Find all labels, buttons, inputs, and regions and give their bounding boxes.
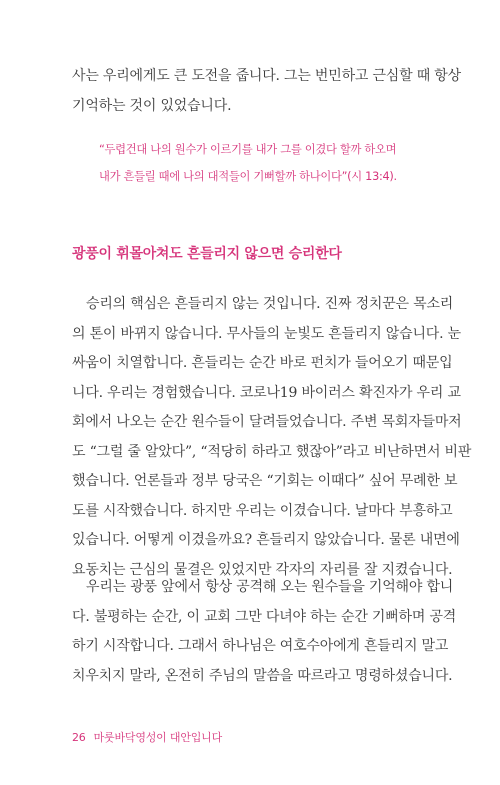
paragraph-line: 요동치는 근심의 물결은 있었지만 각자의 자리를 잘 지켰습니다. — [72, 561, 453, 578]
paragraph-line: 있습니다. 어떻게 이겼을까요? 흔들리지 않았습니다. 물론 내면에 — [72, 532, 460, 548]
paragraph-line: 사는 우리에게도 큰 도전을 줍니다. 그는 번민하고 근심할 때 항상 — [72, 68, 461, 84]
page-footer — [72, 729, 222, 745]
paragraph-line: 회에서 나오는 순간 원수들이 달려들었습니다. 주변 목회자들마저 — [72, 414, 462, 430]
paragraph-line: 의 톤이 바뀌지 않습니다. 무사들의 눈빛도 흔들리지 않습니다. 눈 — [72, 325, 461, 342]
paragraph-line: 치우치지 말라, 온전히 주님의 말씀을 따르라고 명령하셨습니다. — [72, 667, 453, 684]
paragraph-line: 하기 시작합니다. 그래서 하나님은 여호수아에게 흔들리지 말고 — [72, 638, 449, 654]
quote-line: 내가 흔들릴 때에 나의 대적들이 기뻐할까 하나이다”(시 13:4). — [99, 170, 397, 183]
paragraph-line: 니다. 우리는 경험했습니다. 코로나19 바이러스 확진자가 우리 교 — [72, 384, 461, 401]
section-heading: 광풍이 휘몰아쳐도 흔들리지 않으면 승리한다 — [72, 246, 342, 262]
paragraph-line: 승리의 핵심은 흔들리지 않는 것입니다. 진짜 정치꾼은 목소리 — [86, 296, 454, 312]
paragraph-line: 도 “그럴 줄 알았다”, “적당히 하라고 했잖아”라고 비난하면서 비판 — [72, 443, 472, 460]
quote-line: “두렵건대 나의 원수가 이르기를 내가 그를 이겼다 할까 하오며 — [99, 143, 397, 156]
page-number: 26 — [72, 731, 86, 744]
paragraph-3 — [72, 573, 457, 691]
book-title: 마룻바닥영성이 대안입니다 — [93, 731, 223, 744]
scripture-quote — [99, 136, 431, 190]
paragraph-line: 기억하는 것이 있었습니다. — [72, 97, 232, 114]
paragraph-line: 우리는 광풍 앞에서 항상 공격해 오는 원수들을 기억해야 합니 — [86, 579, 454, 595]
paragraph-line: 했습니다. 언론들과 정부 당국은 “기회는 이때다” 싶어 무례한 보 — [72, 473, 458, 489]
paragraph-line: 다. 불평하는 순간, 이 교회 그만 다녀야 하는 순간 기뻐하며 공격 — [72, 608, 457, 625]
paragraph-2 — [72, 290, 472, 585]
paragraph-line: 싸움이 치열합니다. 흔들리는 순간 바로 펀치가 들어오기 때문입 — [72, 355, 453, 371]
paragraph-line: 도를 시작했습니다. 하지만 우리는 이겼습니다. 날마다 부흥하고 — [72, 502, 453, 519]
paragraph-1 — [72, 62, 461, 121]
